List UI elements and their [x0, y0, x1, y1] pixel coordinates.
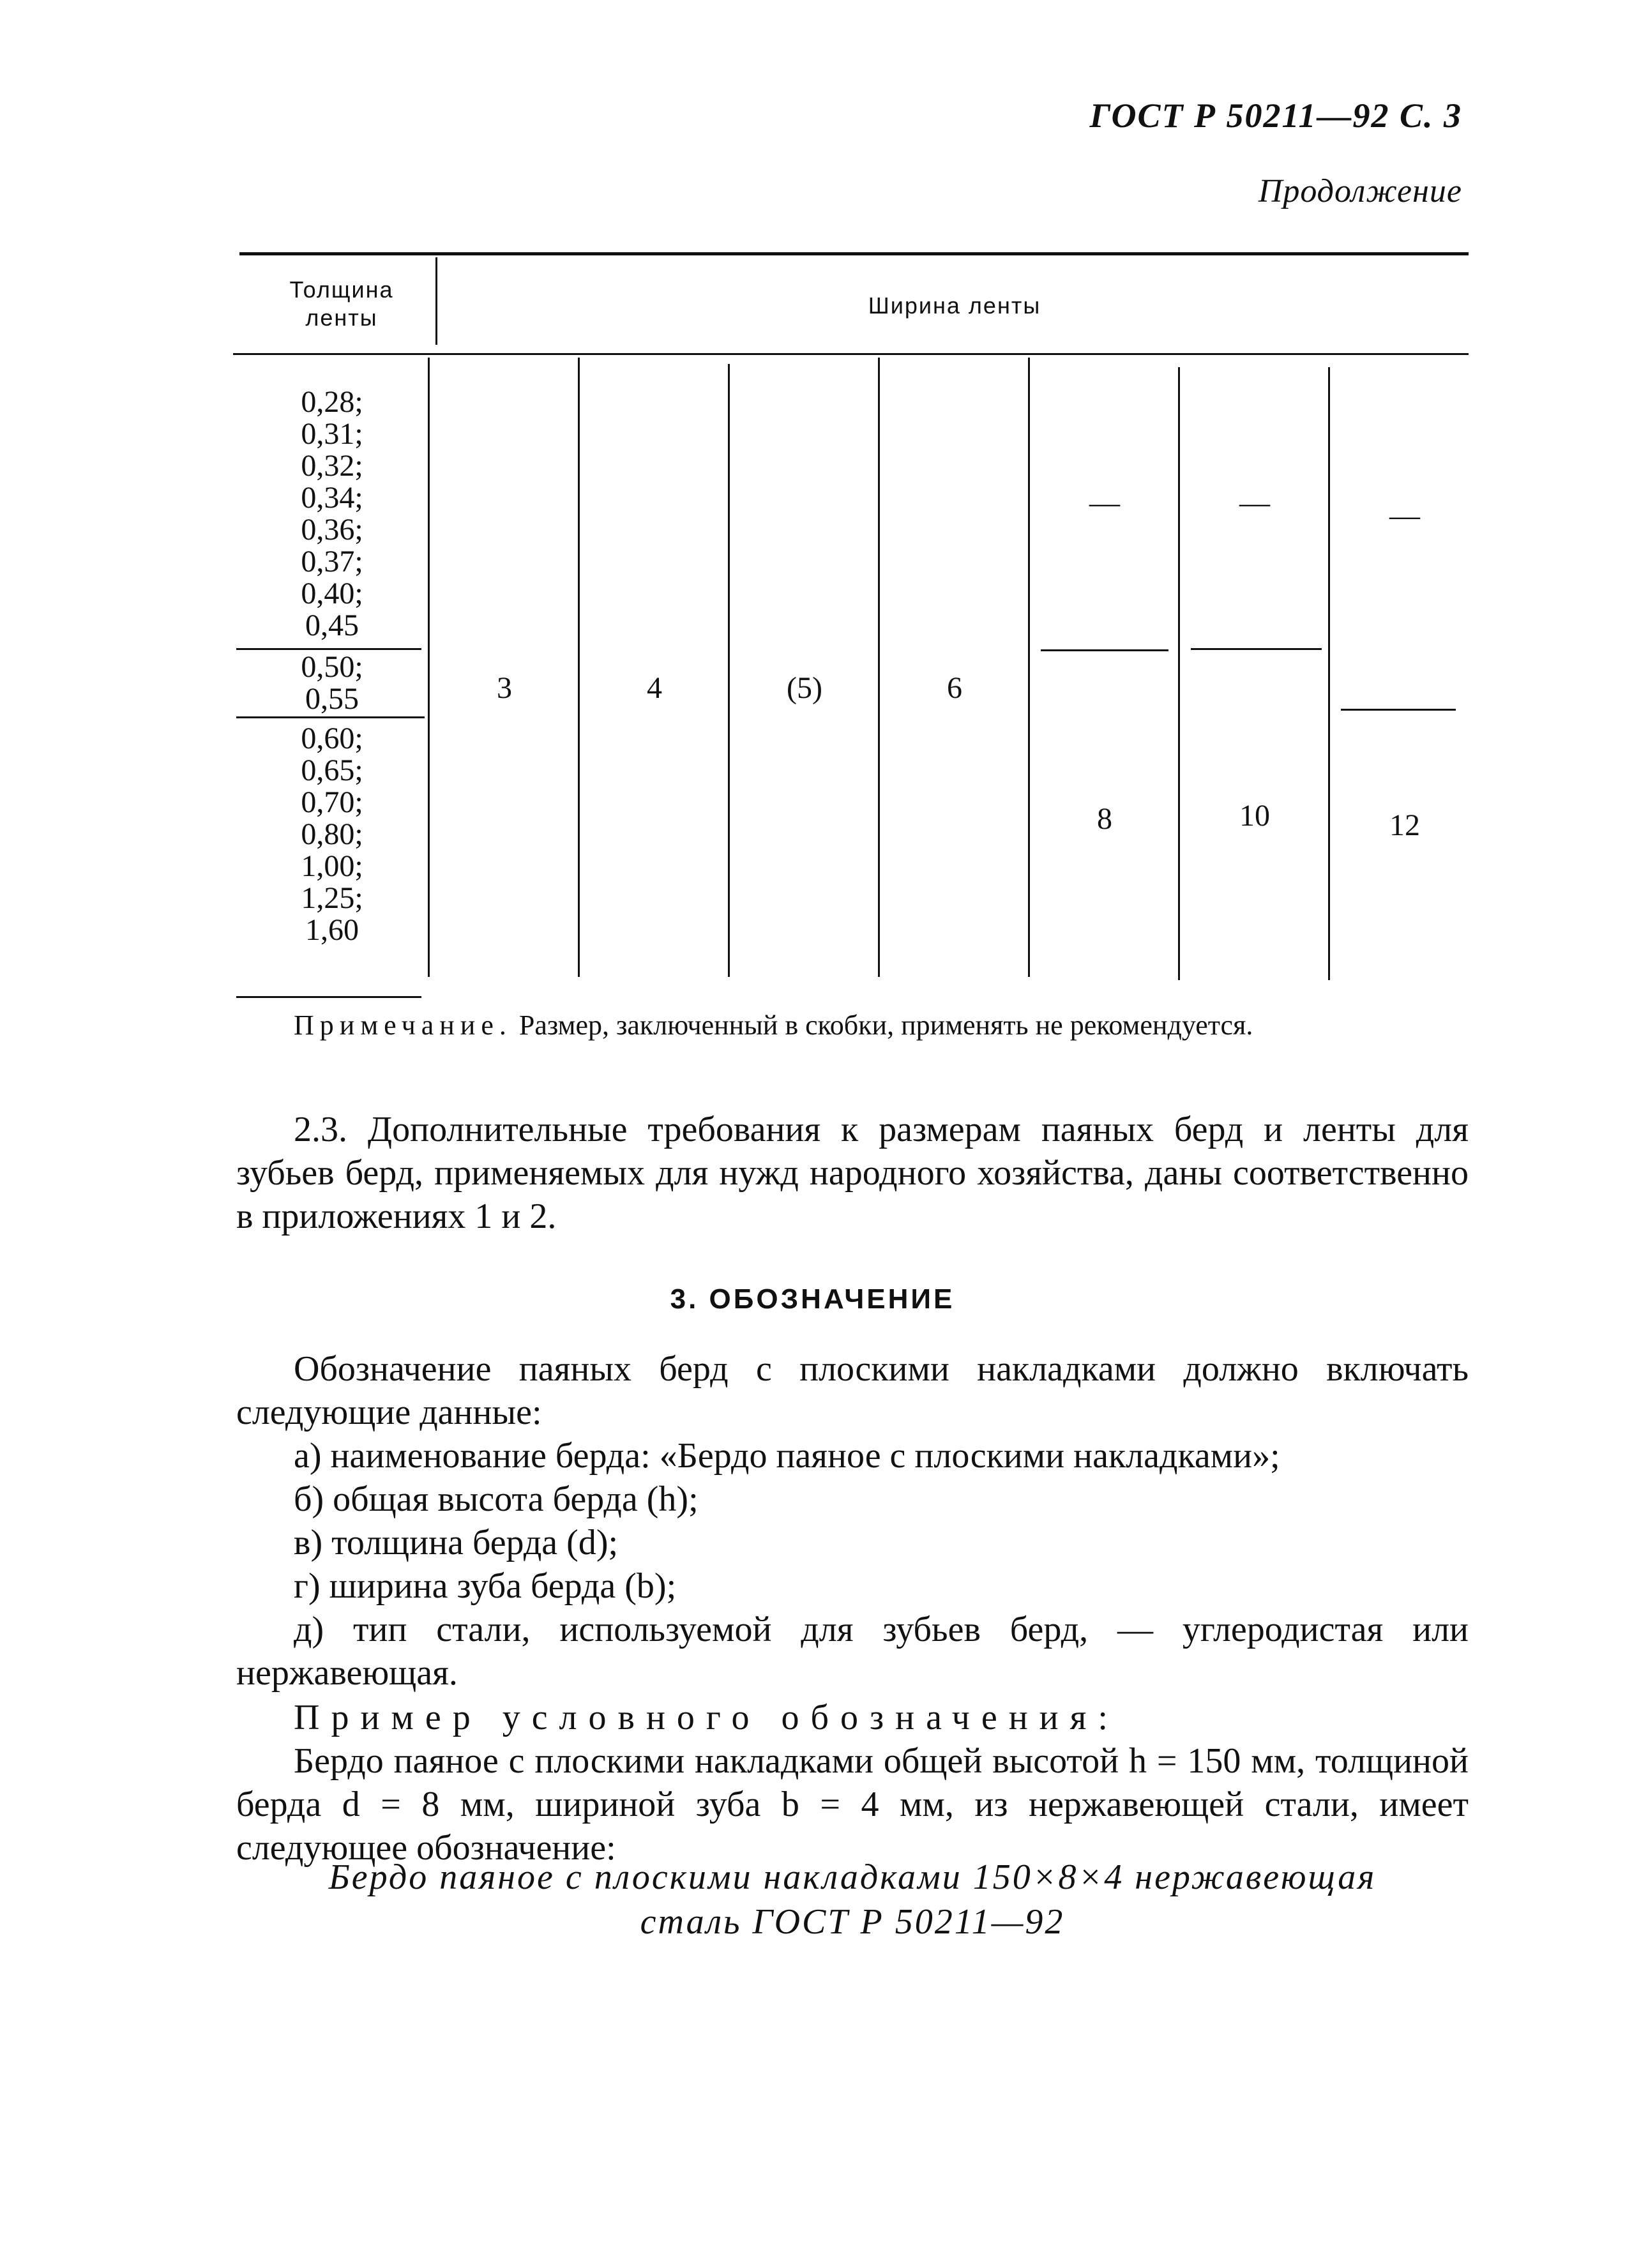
- list-item: г) ширина зуба берда (b);: [294, 1566, 677, 1606]
- note-label: Примечание.: [294, 1009, 512, 1041]
- example-heading: Пример условного обозначения:: [294, 1698, 1119, 1737]
- dash-cell: —: [1389, 499, 1420, 533]
- width-value-3: 3: [497, 671, 512, 705]
- thickness-value: 0,36;: [301, 513, 363, 547]
- width-value-4: 4: [647, 671, 662, 705]
- thickness-value: 0,50;: [301, 650, 363, 684]
- example-text: Бердо паяное с плоскими накладками общей высотой h = 150 мм, толщиной берда d = 8 мм, шириной зуба b = 4 мм, из нержавеющей стали, имеет следующее обозначение:: [236, 1741, 1469, 1868]
- designation-line-2: сталь ГОСТ Р 50211—92: [640, 1902, 1065, 1942]
- thickness-value: 0,55: [305, 682, 359, 716]
- thickness-value: 1,25;: [301, 881, 363, 915]
- width-value-5: (5): [787, 671, 822, 705]
- thickness-value: 0,32;: [301, 449, 363, 483]
- group-rule-2: [236, 716, 425, 718]
- width-value-12: 12: [1389, 808, 1420, 842]
- list-item: д) тип стали, используемой для зубьев берд, — углеродистая или нержавеющая.: [236, 1610, 1469, 1693]
- thickness-group-3: [268, 723, 396, 946]
- col-rule-2: [578, 358, 580, 977]
- thickness-value: 1,00;: [301, 849, 363, 883]
- thickness-header: Толщина ленты: [289, 276, 394, 331]
- table-header-rule: [233, 353, 1469, 355]
- continuation-label: Продолжение: [1258, 173, 1462, 209]
- header-divider: [435, 257, 437, 345]
- col-rule-4: [878, 358, 880, 977]
- thickness-value: 0,37;: [301, 545, 363, 578]
- width-value-8: 8: [1097, 802, 1112, 836]
- page-header: ГОСТ Р 50211—92 С. 3: [1089, 96, 1462, 135]
- designation-list: [236, 1434, 1469, 1695]
- col-rule-7: [1328, 367, 1330, 980]
- thickness-group-1: [268, 386, 396, 642]
- designation-line-1: Бердо паяное с плоскими накладками 150×8×4 нержавеющая: [328, 1857, 1377, 1897]
- list-item: а) наименование берда: «Бердо паяное с плоскими накладками»;: [294, 1436, 1280, 1476]
- width-value-10: 10: [1239, 799, 1270, 833]
- table-top-rule: [239, 252, 1469, 255]
- thickness-value: 0,28;: [301, 385, 363, 419]
- designation-example: [236, 1855, 1469, 1944]
- thickness-value: 1,60: [305, 913, 359, 947]
- split-rule-8: [1041, 649, 1168, 651]
- thickness-value: 0,40;: [301, 577, 363, 610]
- thickness-value: 0,31;: [301, 417, 363, 451]
- thickness-value: 0,80;: [301, 817, 363, 851]
- table-note: [294, 1009, 1475, 1042]
- thickness-value: 0,65;: [301, 753, 363, 787]
- col-rule-3: [728, 364, 730, 977]
- col-rule-6: [1178, 367, 1180, 980]
- width-header: Ширина ленты: [868, 292, 1041, 319]
- split-rule-12: [1341, 709, 1456, 711]
- width-value-6: 6: [947, 671, 962, 705]
- table-bottom-rule: [236, 996, 421, 998]
- list-item: в) толщина берда (d);: [294, 1523, 619, 1562]
- thickness-group-2: [268, 651, 396, 715]
- split-rule-10: [1191, 648, 1322, 650]
- dash-cell: —: [1239, 486, 1270, 520]
- paragraph-2-3: 2.3. Дополнительные требования к размерам паяных берд и ленты для зубьев берд, применяемых для нужд народного хозяйства, даны соответственно в приложениях 1 и 2.: [236, 1110, 1469, 1236]
- thickness-value: 0,45: [305, 609, 359, 642]
- thickness-value: 0,60;: [301, 722, 363, 755]
- dash-cell: —: [1089, 486, 1120, 520]
- col-rule-5: [1028, 358, 1030, 977]
- section-intro: Обозначение паяных берд с плоскими накладками должно включать следующие данные:: [236, 1349, 1469, 1432]
- list-item: б) общая высота берда (h);: [294, 1479, 699, 1519]
- col-rule-1: [428, 358, 430, 977]
- note-text: Размер, заключенный в скобки, применять не рекомендуется.: [518, 1009, 1253, 1041]
- section-title: 3. ОБОЗНАЧЕНИЕ: [670, 1283, 955, 1315]
- thickness-value: 0,34;: [301, 481, 363, 515]
- thickness-value: 0,70;: [301, 785, 363, 819]
